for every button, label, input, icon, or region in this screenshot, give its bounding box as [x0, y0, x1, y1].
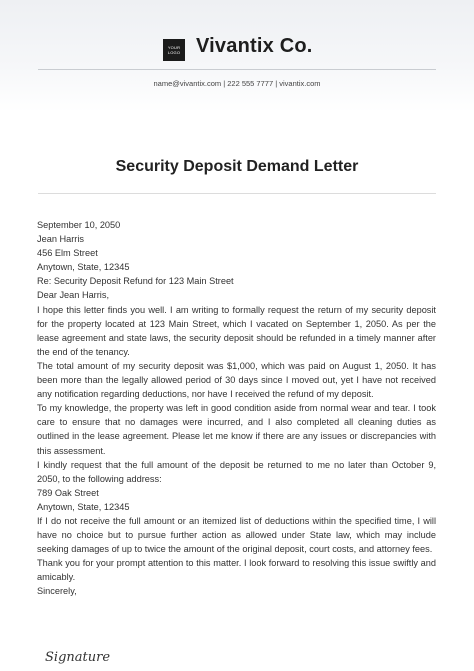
paragraph-thanks: Thank you for your prompt attention to this matter. I look forward to resolving this issue swiftly and amicably. [37, 558, 436, 583]
return-city: Anytown, State, 12345 [37, 501, 130, 512]
recipient-city: Anytown, State, 12345 [37, 262, 130, 273]
logo-text: YOUR LOGO [167, 45, 181, 55]
title-divider [38, 193, 436, 194]
paragraph-condition: To my knowledge, the property was left in good condition aside from normal wear and tear. I took care to ensure that no damages were incurred, and I also completed all cleaning duties as outlined in the lease agreement. Please let me know if there are any issues or discrepancies with this assessment. [37, 403, 436, 456]
logo [163, 39, 185, 61]
paragraph-intro: I hope this letter finds you well. I am writing to formally request the return of my security deposit for the property located at 123 Main Street, which I vacated on September 1, 2050. As per the lease agreement and state laws, the security deposit should be refunded in a timely manner after the end of the tenancy. [37, 304, 436, 357]
return-street: 789 Oak Street [37, 487, 99, 498]
signature: Signature [45, 650, 111, 665]
subject-line: Re: Security Deposit Refund for 123 Main Street [37, 276, 234, 287]
contact-info: name@vivantix.com | 222 555 7777 | vivantix.com [153, 79, 321, 88]
paragraph-warning: If I do not receive the full amount or an itemized list of deductions within the specified time, I will have no choice but to pursue further action as allowed under State law, which may include seeking damages of up to twice the amount of the original deposit, court costs, and attorney fees. [37, 515, 436, 555]
document-title: Security Deposit Demand Letter [115, 158, 359, 175]
header-divider [38, 69, 436, 70]
closing: Sincerely, [37, 586, 77, 597]
salutation: Dear Jean Harris, [37, 290, 109, 301]
letterhead [0, 0, 474, 112]
recipient-street: 456 Elm Street [37, 248, 98, 259]
recipient-name: Jean Harris [37, 234, 84, 245]
letter-body [37, 218, 436, 599]
paragraph-request: I kindly request that the full amount of the deposit be returned to me no later than October 9, 2050, to the following address: [37, 459, 436, 484]
letter-date: September 10, 2050 [37, 220, 121, 230]
paragraph-amount: The total amount of my security deposit was $1,000, which was paid on August 1, 2050. It has been more than the legally allowed period of 30 days since I moved out, yet I have not received any notification regarding deductions, nor have I received the refund of my deposit. [37, 360, 436, 400]
company-name: Vivantix Co. [196, 35, 313, 57]
